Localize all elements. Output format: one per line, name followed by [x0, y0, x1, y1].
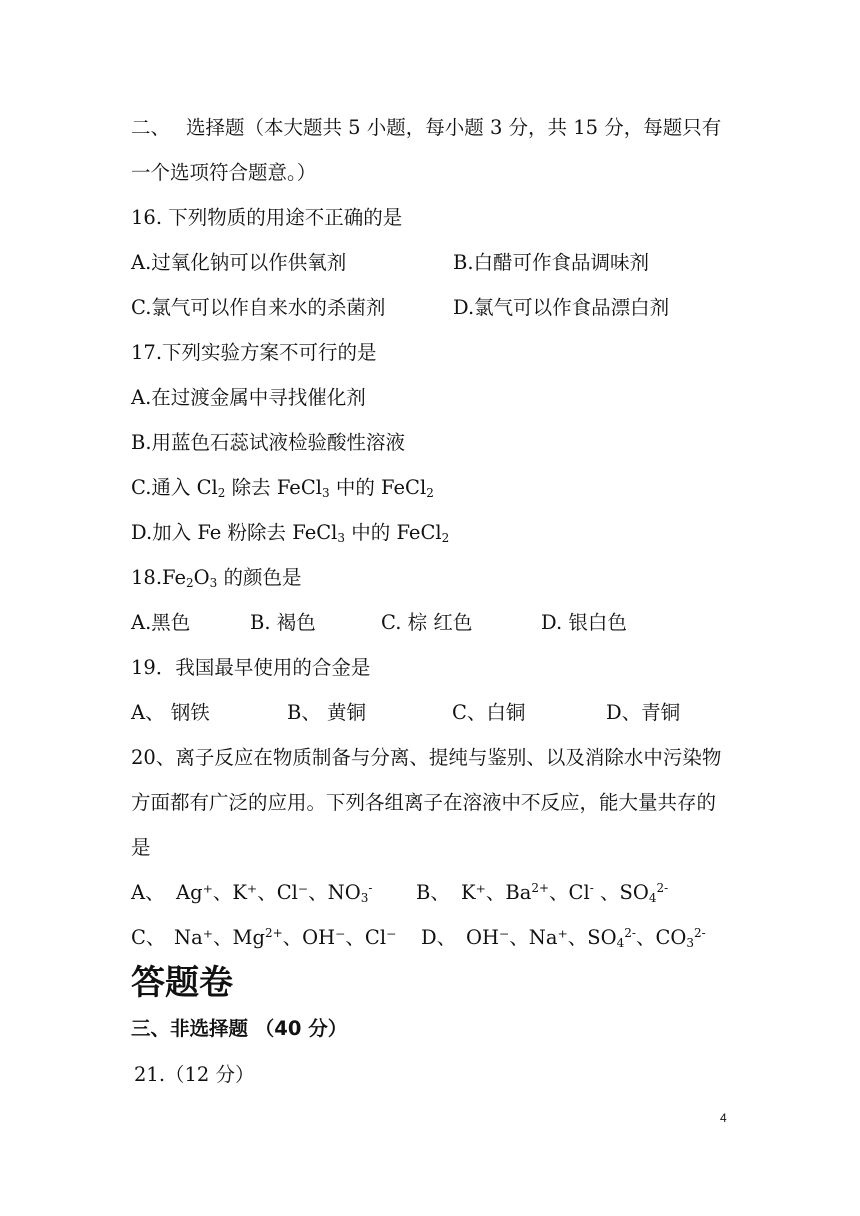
q16-option-c: C.氯气可以作自来水的杀菌剂: [131, 296, 386, 319]
answer-sheet-title: 答题卷: [131, 963, 233, 1003]
q17-option-c: C.通入 $Cl_2$ 除去 FeCl$_3$ 中的 FeCl$_2$: [131, 476, 434, 500]
q19-option-b: B、 黄铜: [287, 701, 367, 724]
q20-stem-line1: 20、离子反应在物质制备与分离、提纯与鉴别、以及消除水中污染物: [131, 746, 722, 769]
q16-option-a: A.过氧化钠可以作供氧剂: [131, 251, 347, 274]
q18-option-c: C. 棕 红色: [381, 611, 473, 634]
q19-option-d: D、青铜: [606, 701, 681, 724]
q19-option-a: A、 钢铁: [131, 701, 210, 724]
q17-option-d: D.加入 Fe 粉除去 FeCl$_3$ 中的 FeCl$_2$: [131, 521, 450, 545]
q18-option-d: D. 银白色: [541, 611, 627, 634]
q18-option-b: B. 褐色: [250, 611, 316, 634]
q20-option-b-label: B、: [416, 881, 450, 904]
q16-option-b: B.白醋可作食品调味剂: [453, 251, 650, 274]
q17-stem: 17.下列实验方案不可行的是: [131, 341, 377, 364]
q20-option-d: OH⁻、Na⁺、$SO_4^{2-}$、$CO_3^{2-}$: [466, 926, 706, 950]
q16-option-d: D.氯气可以作食品漂白剂: [453, 296, 670, 319]
q20-stem-line3: 是: [131, 836, 151, 859]
q20-option-a: Ag⁺、K⁺、Cl⁻、$NO_3^-$: [176, 881, 373, 905]
section2-heading-line2: 一个选项符合题意。）: [131, 161, 317, 184]
q19-option-c: C、白铜: [452, 701, 526, 724]
q20-stem-line2: 方面都有广泛的应用。下列各组离子在溶液中不反应，能大量共存的: [131, 791, 717, 814]
q20-option-a-label: A、: [131, 881, 165, 904]
q20-option-d-label: D、: [421, 926, 457, 949]
q16-stem: 16. 下列物质的用途不正确的是: [131, 206, 403, 229]
q19-stem: 19．我国最早使用的合金是: [131, 656, 371, 679]
section2-heading-line1: 二、 选择题（本大题共 5 小题，每小题 3 分，共 15 分，每题只有: [131, 116, 722, 139]
q20-option-c: Na⁺、$Mg^{2+}$、OH⁻、Cl⁻: [174, 926, 397, 949]
section3-heading: 三、非选择题 （40 分）: [131, 1017, 348, 1040]
q17-option-b: B.用蓝色石蕊试液检验酸性溶液: [131, 431, 406, 454]
q21-heading: 21.（12 分）: [134, 1063, 255, 1086]
page-number: 4: [720, 1111, 727, 1125]
q20-option-c-label: C、: [131, 926, 166, 949]
q18-option-a: A.黑色: [131, 611, 191, 634]
q18-stem: $18.Fe_2O_3$ 的颜色是: [131, 566, 302, 590]
q20-option-b: K⁺、$Ba^{2+}$、Cl- 、$SO_4^{2-}$: [461, 881, 669, 905]
q17-option-a: A.在过渡金属中寻找催化剂: [131, 386, 366, 409]
